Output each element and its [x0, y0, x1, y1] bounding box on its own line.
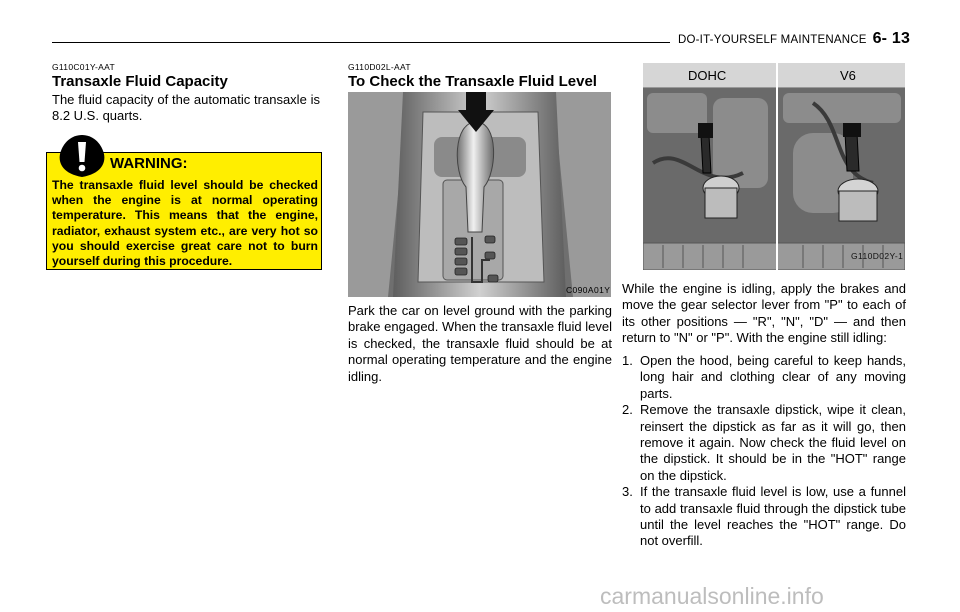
list-item: 1. Open the hood, being careful to keep hands, long hair and clothing clear of any moving parts.: [622, 353, 906, 401]
engine-bay-photo: [643, 63, 905, 270]
section-heading: To Check the Transaxle Fluid Level: [348, 73, 597, 90]
gear-selector-photo: [348, 92, 611, 297]
v6-label: V6: [840, 68, 856, 83]
image-caption: C090A01Y: [566, 285, 611, 295]
section-code: G110D02L-AAT: [348, 62, 411, 72]
section-code: G110C01Y-AAT: [52, 62, 115, 72]
list-item: 2. Remove the transaxle dipstick, wipe it clean, reinsert the dipstick as far as it will go, then remove it again. Now check the fluid level on the dipstick. It should be in the "HOT" range on the dipstick.: [622, 402, 906, 483]
list-item: 3. If the transaxle fluid level is low, use a funnel to add transaxle fluid through the dipstick tube until the level reaches the "HOT" range. Do not overfill.: [622, 484, 906, 549]
dohc-label: DOHC: [688, 68, 727, 83]
section-title: DO-IT-YOURSELF MAINTENANCE: [678, 34, 867, 46]
image-divider: [776, 63, 778, 270]
exclamation-icon: [58, 134, 106, 178]
page-header: [678, 30, 910, 48]
image-caption: G110D02Y-1: [851, 251, 904, 261]
watermark: carmanualsonline.info: [600, 583, 824, 609]
warning-title: WARNING:: [110, 155, 188, 172]
page-number: 6- 13: [872, 30, 911, 47]
section-heading: Transaxle Fluid Capacity: [52, 73, 228, 90]
header-rule: [52, 42, 670, 43]
warning-text: The transaxle fluid level should be checked when the engine is at normal operating temperature. This means that the engine, radiator, exhaust system etc., are very hot so you should exercise great care not to burn yourself during this procedure.: [52, 178, 318, 269]
capacity-text: The fluid capacity of the automatic transaxle is 8.2 U.S. quarts.: [52, 92, 320, 124]
idling-instruction: While the engine is idling, apply the brakes and move the gear selector lever from "P" to each of its other positions — "R", "N", "D" — and then return to "N" or "P". With the engine still idling:: [622, 281, 906, 346]
check-steps-list: [622, 353, 906, 550]
engine-label-bar: [643, 63, 905, 88]
park-instruction: Park the car on level ground with the parking brake engaged. When the transaxle fluid level is checked, the transaxle fluid should be at normal operating temperature and the engine idling.: [348, 303, 612, 384]
